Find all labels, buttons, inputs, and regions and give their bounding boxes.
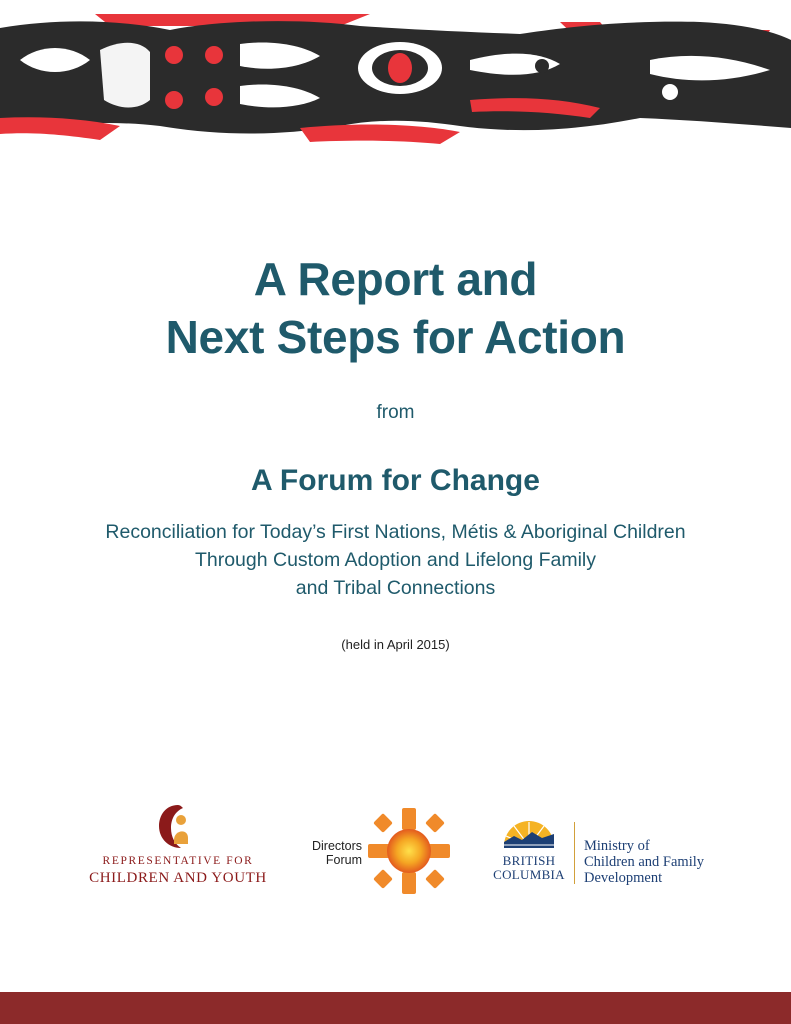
rcy-logo: [88, 802, 268, 894]
df-line-2: Forum: [325, 853, 362, 867]
from-text: from: [376, 402, 415, 423]
subtitle-line-2: Through Custom Adoption and Lifelong Family: [194, 549, 597, 571]
bc-sunrise-icon: [502, 818, 556, 848]
held-date: (held in April 2015): [341, 637, 450, 652]
rcy-emblem-icon: [156, 802, 200, 852]
title-line-1: A Report and: [253, 253, 538, 305]
ministry-line-3: Development: [584, 870, 663, 886]
directors-forum-logo: [300, 806, 460, 898]
ministry-line-1: Ministry of: [584, 838, 650, 854]
report-title: [0, 250, 791, 366]
ministry-name: [584, 838, 704, 886]
forum-subtitle: [0, 518, 791, 602]
formline-art-banner: [0, 0, 791, 150]
rcy-line-2: CHILDREN AND YOUTH: [89, 870, 267, 886]
sun-emblem-icon: [366, 806, 452, 896]
subtitle-line-3: and Tribal Connections: [295, 577, 496, 599]
title-line-2: Next Steps for Action: [165, 311, 626, 363]
logo-divider: [574, 822, 575, 884]
bc-ministry-logo: [490, 818, 730, 890]
df-line-1: Directors: [311, 839, 362, 853]
footer-bar: [0, 992, 791, 1024]
forum-title: A Forum for Change: [251, 464, 540, 497]
bc-word-1: BRITISH: [502, 853, 556, 868]
rcy-line-1: REPRESENTATIVE FOR: [102, 855, 254, 867]
ministry-line-2: Children and Family: [584, 854, 705, 870]
bc-word-2: COLUMBIA: [493, 867, 565, 882]
subtitle-line-1: Reconciliation for Today’s First Nations, Métis & Aboriginal Children: [105, 521, 686, 543]
